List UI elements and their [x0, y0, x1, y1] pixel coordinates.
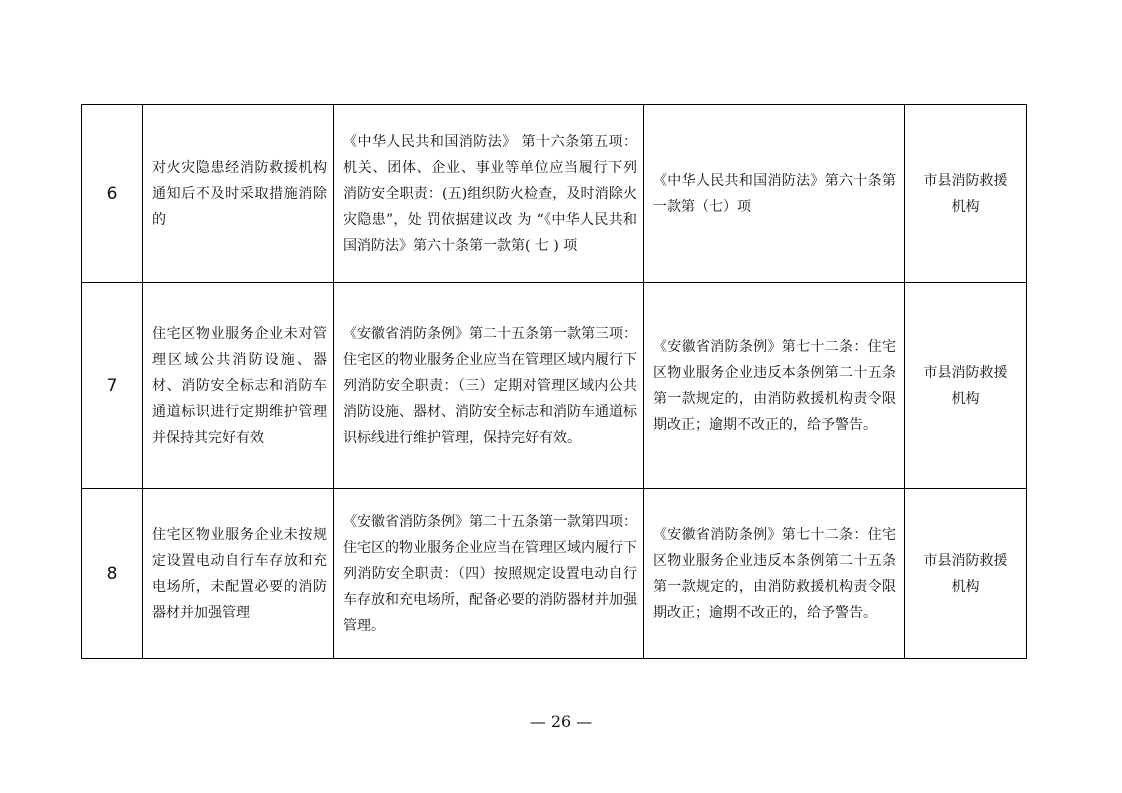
enforcement-agency: 市县消防救援机构: [923, 364, 1008, 407]
table-row: [82, 283, 1027, 489]
row-number: 8: [82, 489, 143, 659]
penalty-basis: 《安徽省消防条例》第七十二条：住宅区物业服务企业违反本条例第二十五条第一款规定的，由消防救援机构责令限期改正；逾期不改正的，给予警告。: [653, 338, 896, 433]
legal-basis: 《安徽省消防条例》第二十五条第一款第三项：住宅区的物业服务企业应当在管理区域内履行下列消防安全职责：（三）定期对管理区域内公共消防设施、器材、消防安全标志和消防车通道标识标线进行维护管理，保持完好有效。: [343, 325, 637, 446]
enforcement-agency: 市县消防救援机构: [923, 172, 1008, 215]
penalty-basis: 《安徽省消防条例》第七十二条：住宅区物业服务企业违反本条例第二十五条第一款规定的，由消防救援机构责令限期改正；逾期不改正的，给予警告。: [653, 526, 896, 621]
enforcement-agency: 市县消防救援机构: [923, 552, 1008, 595]
row-number: 7: [82, 283, 143, 489]
violation-behavior: 对火灾隐患经消防救援机构通知后不及时采取措施消除的: [152, 159, 327, 228]
regulation-table: [81, 104, 1027, 659]
table-row: [82, 489, 1027, 659]
penalty-basis: 《中华人民共和国消防法》第六十条第一款第（七）项: [653, 172, 896, 215]
table-row: [82, 105, 1027, 283]
page-number: — 26 —: [529, 712, 593, 731]
row-number: 6: [82, 105, 143, 283]
violation-behavior: 住宅区物业服务企业未按规定设置电动自行车存放和充电场所，未配置必要的消防器材并加强管理: [152, 526, 327, 621]
violation-behavior: 住宅区物业服务企业未对管 理区域公共消防设施、器材、消防安全标志和消防车通道标识进行定期维护管理并保持其完好有效: [152, 325, 327, 446]
legal-basis: 《中华人民共和国消防法》 第十六条第五项：机关、团体、企业、事业等单位应当履行下列 消防安全职责：(五)组织防火检查，及时消除火灾隐患”，处 罚依据建议改 为 “《中华人民共和国消防法》第六十条第一款第( 七 ) 项: [343, 133, 637, 254]
legal-basis: 《安徽省消防条例》第二十五条第一款第四项：住宅区的物业服务企业应当在管理区域内履行下列消防安全职责：（四）按照规定设置电动自行车存放和充电场所，配备必要的消防器材并加强管理。: [343, 513, 637, 634]
